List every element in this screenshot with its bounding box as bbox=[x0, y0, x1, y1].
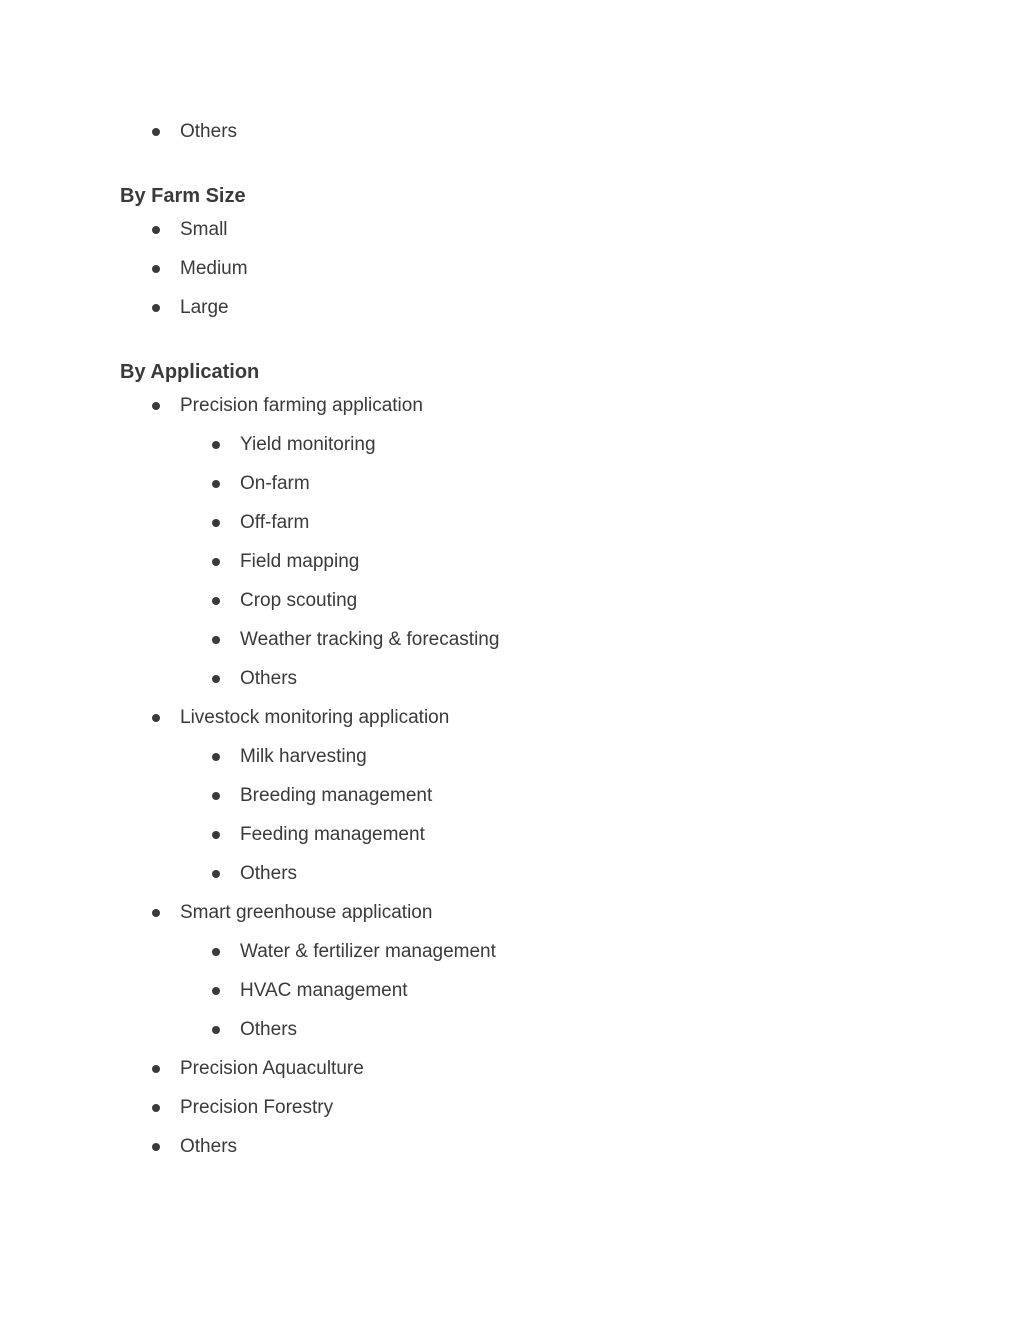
bullet-icon bbox=[152, 1143, 160, 1151]
sub-list-item-label: On-farm bbox=[240, 473, 310, 494]
bullet-icon bbox=[152, 402, 160, 410]
bullet-icon bbox=[212, 987, 220, 995]
bullet-icon bbox=[212, 558, 220, 566]
bullet-icon bbox=[212, 441, 220, 449]
bullet-icon bbox=[212, 948, 220, 956]
bullet-icon bbox=[212, 792, 220, 800]
sub-list-item-label: Crop scouting bbox=[240, 590, 358, 611]
section-heading-farm-size: By Farm Size bbox=[120, 185, 246, 207]
bullet-icon bbox=[212, 597, 220, 605]
list-item-label: Small bbox=[180, 219, 228, 240]
bullet-icon bbox=[212, 480, 220, 488]
bullet-icon bbox=[152, 304, 160, 312]
bullet-icon bbox=[212, 675, 220, 683]
list-item-label: Precision farming application bbox=[180, 395, 423, 416]
bullet-icon bbox=[152, 1104, 160, 1112]
bullet-icon bbox=[212, 1026, 220, 1034]
bullet-icon bbox=[152, 226, 160, 234]
list-item-label: Medium bbox=[180, 258, 248, 279]
sub-list-item-label: Others bbox=[240, 668, 298, 689]
sub-list-item-label: Others bbox=[240, 1019, 298, 1040]
list-item-label: Others bbox=[180, 1136, 238, 1157]
sub-list-item-label: Milk harvesting bbox=[240, 746, 367, 767]
list-item-label: Smart greenhouse application bbox=[180, 902, 433, 923]
list-item-label: Others bbox=[180, 121, 238, 142]
bullet-icon bbox=[152, 1065, 160, 1073]
bullet-icon bbox=[152, 128, 160, 136]
bullet-icon bbox=[152, 909, 160, 917]
sub-list-item-label: HVAC management bbox=[240, 980, 408, 1001]
section-heading-application: By Application bbox=[120, 361, 260, 383]
bullet-icon bbox=[212, 519, 220, 527]
sub-list-item-label: Others bbox=[240, 863, 298, 884]
list-item-label: Livestock monitoring application bbox=[180, 707, 450, 728]
sub-list-item-label: Breeding management bbox=[240, 785, 433, 806]
list-item-label: Precision Aquaculture bbox=[180, 1058, 364, 1079]
bullet-icon bbox=[212, 870, 220, 878]
bullet-icon bbox=[212, 753, 220, 761]
sub-list-item-label: Water & fertilizer management bbox=[240, 941, 496, 962]
list-item-label: Large bbox=[180, 297, 229, 318]
sub-list-item-label: Feeding management bbox=[240, 824, 425, 845]
sub-list-item-label: Weather tracking & forecasting bbox=[240, 629, 500, 650]
bullet-icon bbox=[212, 636, 220, 644]
sub-list-item-label: Field mapping bbox=[240, 551, 360, 572]
list-item-label: Precision Forestry bbox=[180, 1097, 334, 1118]
bullet-icon bbox=[152, 265, 160, 273]
sub-list-item-label: Yield monitoring bbox=[240, 434, 376, 455]
bullet-icon bbox=[152, 714, 160, 722]
bullet-icon bbox=[212, 831, 220, 839]
sub-list-item-label: Off-farm bbox=[240, 512, 310, 533]
